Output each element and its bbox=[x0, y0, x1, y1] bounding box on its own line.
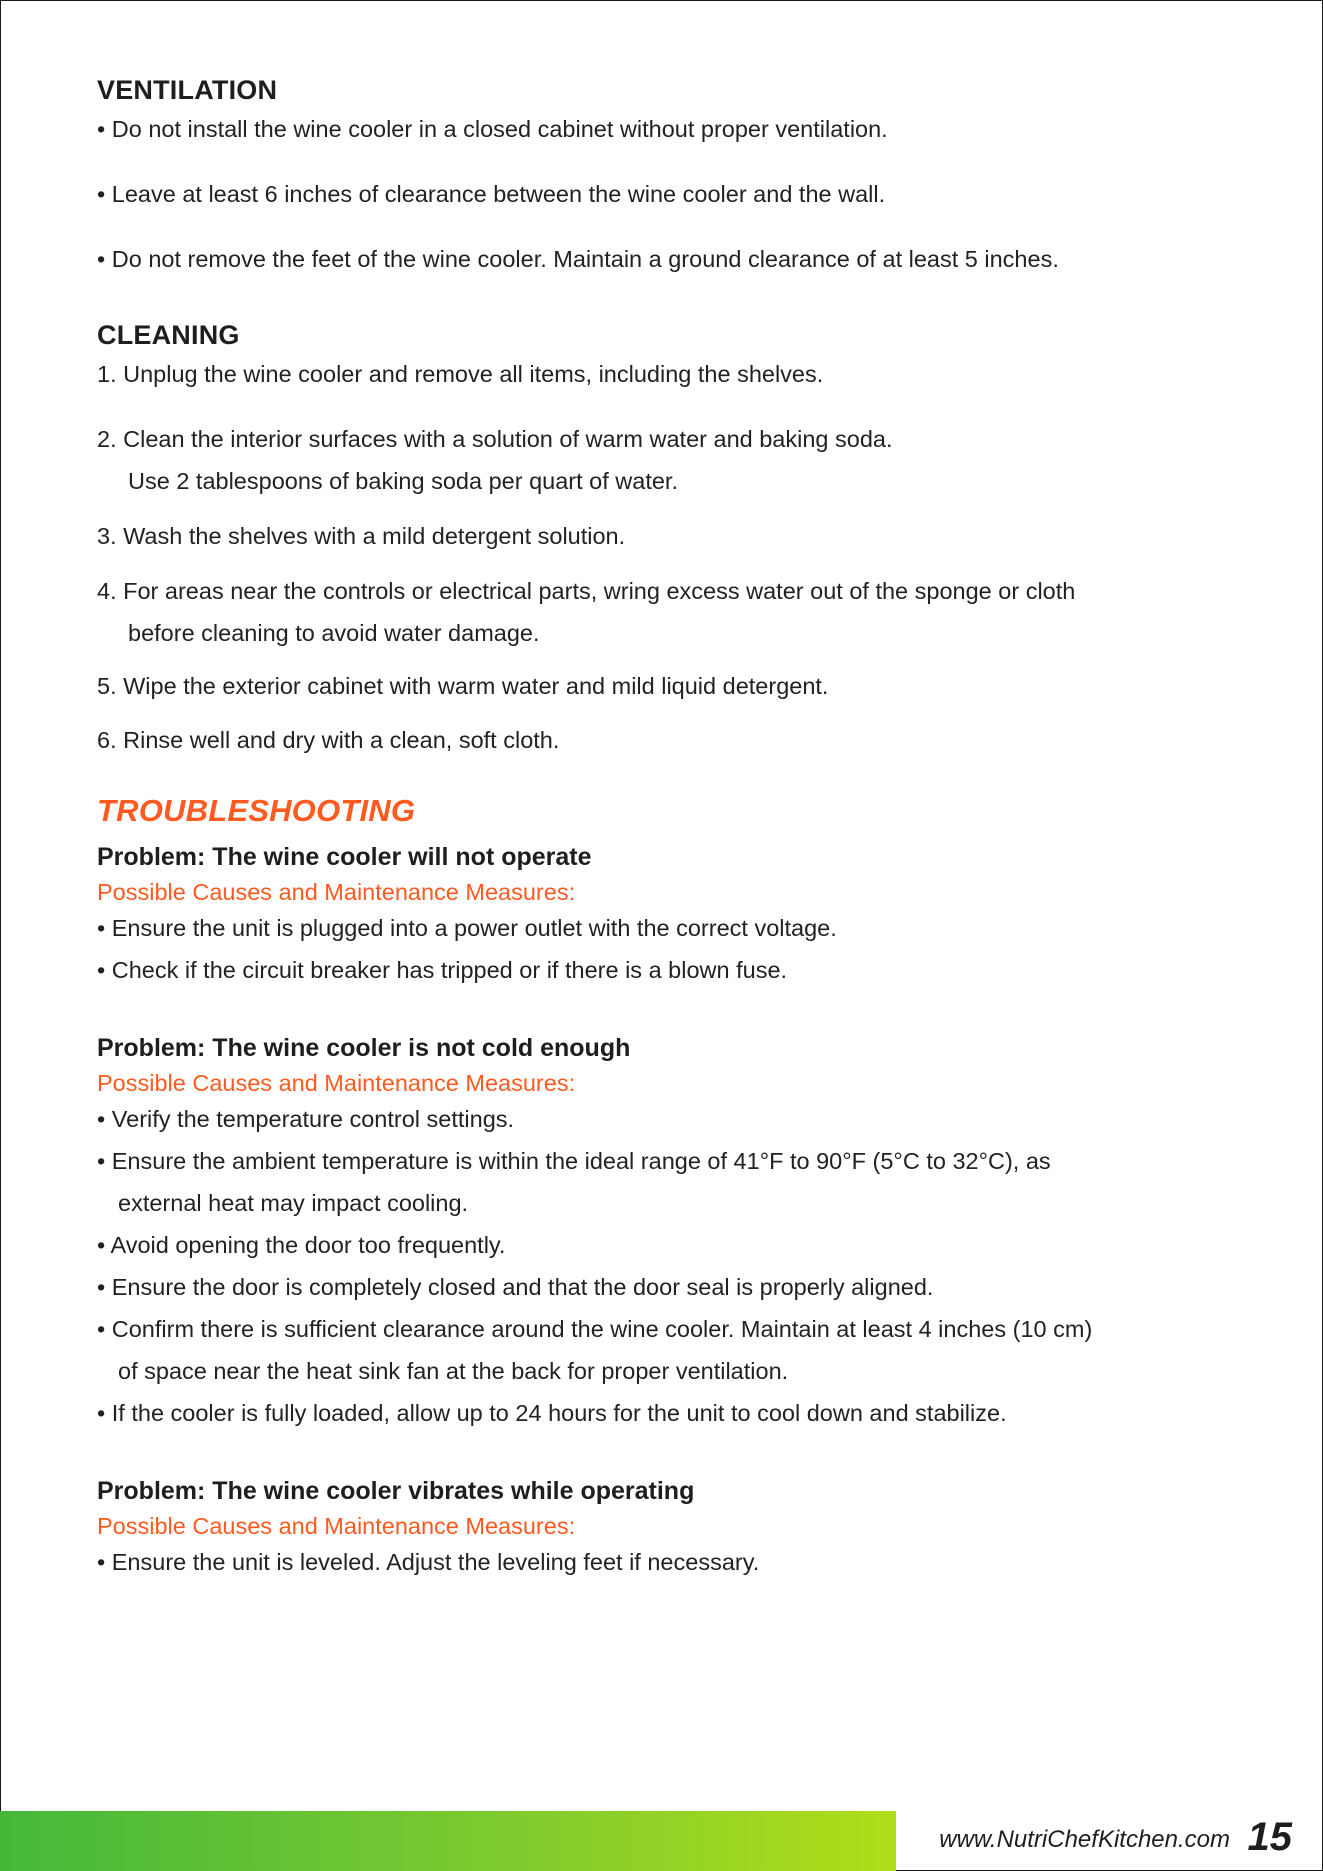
cleaning-step-continued: before cleaning to avoid water damage. bbox=[128, 620, 540, 646]
cleaning-step: 5. Wipe the exterior cabinet with warm water and mild liquid detergent. bbox=[97, 673, 829, 699]
page-number: 15 bbox=[1247, 1815, 1292, 1859]
cause-item-continued: of space near the heat sink fan at the back for proper ventilation. bbox=[118, 1358, 789, 1384]
ventilation-item: • Do not remove the feet of the wine cooler. Maintain a ground clearance of at least 5 inches. bbox=[97, 246, 1059, 272]
problem-title: Problem: The wine cooler will not operate bbox=[97, 843, 592, 871]
cause-item: • Check if the circuit breaker has tripped or if there is a blown fuse. bbox=[97, 957, 788, 983]
cleaning-step: 1. Unplug the wine cooler and remove all items, including the shelves. bbox=[97, 361, 824, 387]
cause-item: • Ensure the unit is plugged into a power outlet with the correct voltage. bbox=[97, 915, 837, 941]
problem-title: Problem: The wine cooler vibrates while operating bbox=[97, 1477, 695, 1505]
causes-label: Possible Causes and Maintenance Measures: bbox=[97, 879, 576, 905]
footer-website: www.NutriChefKitchen.com bbox=[939, 1826, 1230, 1853]
cause-item-continued: external heat may impact cooling. bbox=[118, 1190, 469, 1216]
causes-label: Possible Causes and Maintenance Measures: bbox=[97, 1513, 576, 1539]
cause-item: • Confirm there is sufficient clearance around the wine cooler. Maintain at least 4 inches (10 cm) bbox=[97, 1316, 1093, 1342]
cleaning-step-continued: Use 2 tablespoons of baking soda per quart of water. bbox=[128, 468, 678, 494]
ventilation-heading: VENTILATION bbox=[97, 75, 278, 105]
ventilation-item: • Leave at least 6 inches of clearance between the wine cooler and the wall. bbox=[97, 181, 886, 207]
cause-item: • Avoid opening the door too frequently. bbox=[97, 1232, 506, 1258]
cleaning-heading: CLEANING bbox=[97, 320, 240, 350]
problem-title: Problem: The wine cooler is not cold enough bbox=[97, 1034, 631, 1062]
cleaning-step: 6. Rinse well and dry with a clean, soft cloth. bbox=[97, 727, 560, 753]
footer-green-bar bbox=[0, 1811, 896, 1871]
ventilation-item: • Do not install the wine cooler in a closed cabinet without proper ventilation. bbox=[97, 116, 888, 142]
causes-label: Possible Causes and Maintenance Measures: bbox=[97, 1070, 576, 1096]
cleaning-step: 3. Wash the shelves with a mild detergent solution. bbox=[97, 523, 626, 549]
troubleshooting-heading: TROUBLESHOOTING bbox=[97, 793, 416, 828]
cleaning-step: 2. Clean the interior surfaces with a solution of warm water and baking soda. bbox=[97, 426, 893, 452]
cause-item: • Verify the temperature control settings. bbox=[97, 1106, 515, 1132]
cause-item: • Ensure the unit is leveled. Adjust the leveling feet if necessary. bbox=[97, 1549, 760, 1575]
cleaning-step: 4. For areas near the controls or electrical parts, wring excess water out of the sponge or cloth bbox=[97, 578, 1076, 604]
cause-item: • If the cooler is fully loaded, allow up to 24 hours for the unit to cool down and stabilize. bbox=[97, 1400, 1007, 1426]
page-content bbox=[97, 71, 1247, 1579]
cause-item: • Ensure the ambient temperature is within the ideal range of 41°F to 90°F (5°C to 32°C), as bbox=[97, 1148, 1051, 1174]
cause-item: • Ensure the door is completely closed and that the door seal is properly aligned. bbox=[97, 1274, 934, 1300]
